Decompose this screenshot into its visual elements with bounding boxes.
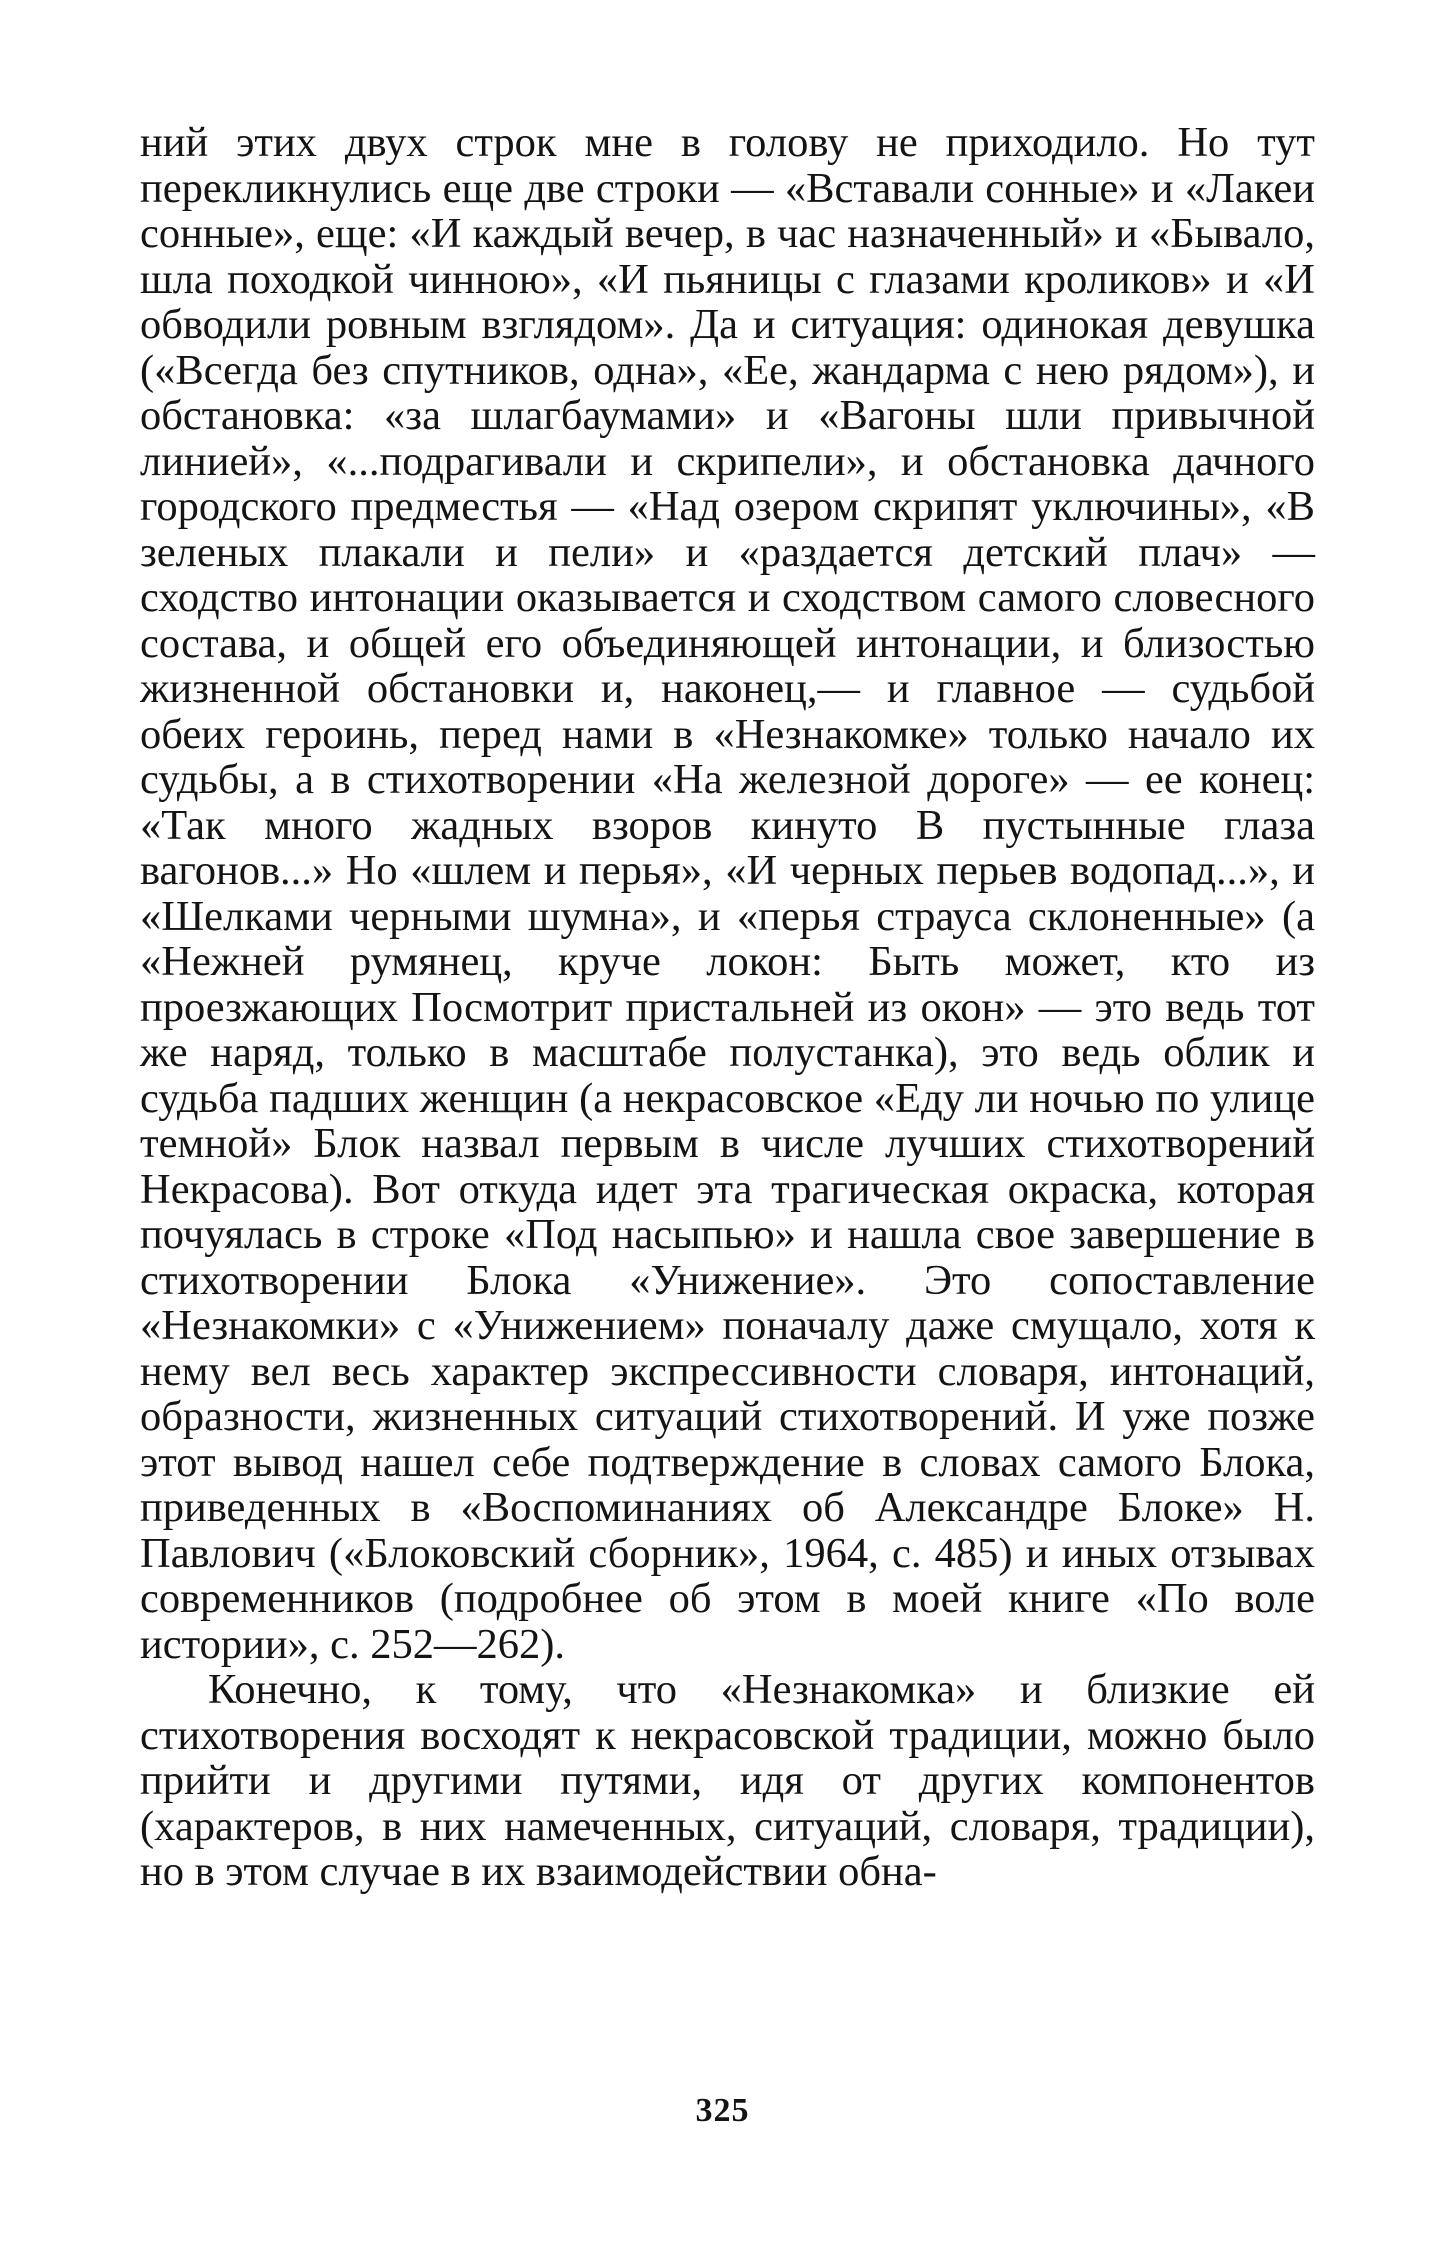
page-body — [140, 120, 1315, 1895]
paragraph-2: Конечно, к тому, что «Незнакомка» и близкие ей стихотворения восходят к некрасовской традиции, можно было прийти и другими путями, идя от других компонентов (характеров, в них намеченных, ситуаций, словаря, традиции), но в этом случае в их взаимодействии обна- — [140, 1666, 1315, 1895]
page-number: 325 — [695, 2092, 750, 2129]
paragraph-1: ний этих двух строк мне в голову не приходило. Но тут перекликнулись еще две строки — «Вставали сонные» и «Лакеи сонные», еще: «И каждый вечер, в час назначенный» и «Бывало, шла походкой чинною», «И пьяницы с глазами кроликов» и «И обводили ровным взглядом». Да и ситуация: одинокая девушка («Всегда без спутников, одна», «Ее, жандарма с нею рядом»), и обстановка: «за шлагбаумами» и «Вагоны шли привычной линией», «...подрагивали и скрипели», и обстановка дачного городского предместья — «Над озером скрипят уключины», «В зеленых плакали и пели» и «раздается детский плач» — сходство интонации оказывается и сходством самого словесного состава, и общей его объединяющей интонации, и близостью жизненной обстановки и, наконец,— и главное — судьбой обеих героинь, перед нами в «Незнакомке» только начало их судьбы, а в стихотворении «На железной дороге» — ее конец: «Так много жадных взоров кинуто В пустынные глаза вагонов...» Но «шлем и перья», «И черных перьев водопад...», и «Шелками черными шумна», и «перья страуса склоненные» (а «Нежней румянец, круче локон: Быть может, кто из проезжающих Посмотрит пристальней из окон» — это ведь тот же наряд, только в масштабе полустанка), это ведь облик и судьба падших женщин (а некрасовское «Еду ли ночью по улице темной» Блок назвал первым в числе лучших стихотворений Некрасова). Вот откуда идет эта трагическая окраска, которая почуялась в строке «Под насыпью» и нашла свое завершение в стихотворении Блока «Унижение». Это сопоставление «Незнакомки» с «Унижением» поначалу даже смущало, хотя к нему вел весь характер экспрессивности словаря, интонаций, образности, жизненных ситуаций стихотворений. И уже позже этот вывод нашел себе подтверждение в словах самого Блока, приведенных в «Воспоминаниях об Александре Блоке» Н. Павлович («Блоковский сборник», 1964, с. 485) и иных отзывах современников (подробнее об этом в моей книге «По воле истории», с. 252—262). — [140, 119, 1315, 1668]
